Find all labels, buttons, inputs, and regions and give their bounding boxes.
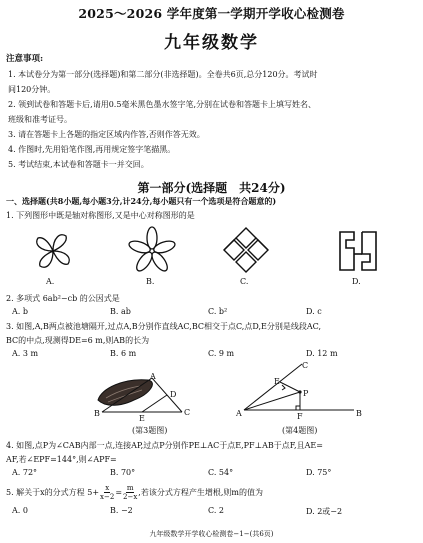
exam-title: 2025～2026 学年度第一学期开学收心检测卷: [78, 6, 345, 21]
fig4-label-c: C: [302, 361, 309, 370]
note-line: 4. 作图时,先用铅笔作图,再用规定签字笔描黑。: [8, 145, 176, 154]
q2-option-d: D. c: [306, 307, 322, 316]
q5-frac1-den: x−2: [100, 493, 115, 501]
q5-frac2-num: m: [126, 484, 134, 492]
q5-option-a: A. 0: [12, 506, 28, 515]
q1-option-d: D.: [352, 277, 361, 286]
notes-heading: 注意事项:: [6, 54, 44, 64]
q2-option-c: C. b²: [208, 307, 228, 316]
page-footer: 九年级数学开学收心检测卷−1−(共6页): [149, 530, 274, 538]
q4-stem-line1: 4. 如图,点P为∠CAB内部一点,连接AP,过点P分别作PE⊥AC于点E,PF⊥AB于点F,且AE=: [6, 441, 323, 450]
q3-option-d: D. 12 m: [306, 349, 338, 358]
q5-stem: [6, 484, 263, 501]
fig4-label-b: B: [356, 409, 362, 418]
q3-option-c: C. 9 m: [208, 349, 235, 358]
part1-title: 第一部分(选择题 共24分): [137, 181, 286, 195]
q4-figure-angle: [240, 364, 360, 414]
q4-option-d: D. 75°: [306, 468, 332, 477]
q3-option-b: B. 6 m: [110, 349, 137, 358]
fig4-label-e: E: [274, 377, 280, 386]
q3-option-a: A. 3 m: [12, 349, 39, 358]
fig4-label-p: P: [303, 389, 309, 398]
fig4-label-f: F: [297, 412, 303, 421]
q1-option-b: B.: [146, 277, 155, 286]
q5-stem-pre: 5. 解关于x的分式方程 5+: [6, 488, 100, 497]
subject-title: 九年级数学: [164, 33, 259, 53]
note-line: 3. 请在答题卡上各题的指定区域内作答,否则作答无效。: [8, 130, 205, 139]
fig3-label-d: D: [170, 390, 177, 399]
q1-option-c: C.: [240, 277, 249, 286]
fig3-label-e: E: [139, 414, 145, 423]
q5-stem-post: ,若该分式方程产生增根,则m的值为: [138, 488, 263, 497]
q5-option-b: B. −2: [110, 506, 133, 515]
q5-equals: =: [115, 488, 123, 497]
q1-figure-c-diamonds: [222, 226, 270, 274]
q3-stem-line2: BC的中点,现测得DE=6 m,则AB的长为: [6, 336, 150, 345]
note-line: 5. 考试结束,本试卷和答题卡一并交回。: [8, 160, 149, 169]
fig3-label-b: B: [94, 409, 100, 418]
q1-stem: 1. 下列图形中既是轴对称图形,又是中心对称图形的是: [6, 211, 195, 220]
note-line: 班级和准考证号。: [8, 115, 72, 124]
q4-option-c: C. 54°: [208, 468, 234, 477]
q5-fraction-1: [100, 484, 114, 501]
q5-frac1-num: x: [105, 484, 110, 492]
q5-fraction-2: [123, 484, 137, 501]
fig4-label-a: A: [236, 409, 242, 418]
q1-figure-a-pinwheel: [30, 228, 76, 274]
section-instruction: 一、选择题(共8小题,每小题3分,计24分,每小题只有一个选项是符合题意的): [6, 196, 277, 206]
q2-option-a: A. b: [12, 307, 28, 316]
q4-option-b: B. 70°: [110, 468, 136, 477]
q2-stem: 2. 多项式 6ab²−cb 的公因式是: [6, 294, 120, 303]
q5-frac2-den: 2−x: [123, 493, 138, 501]
q5-option-c: C. 2: [208, 506, 225, 515]
q3-stem-line1: 3. 如图,A,B两点被池塘隔开,过点A,B分别作直线AC,BC相交于点C,点D,E分别是线段AC,: [6, 322, 322, 331]
q5-option-d: D. 2或−2: [306, 507, 343, 516]
note-line: 2. 领到试卷和答题卡后,请用0.5毫米黑色墨水签字笔,分别在试卷和答题卡上填写姓名、: [8, 100, 316, 109]
note-line: 间120分钟。: [8, 85, 56, 94]
q1-figure-d-fret: [336, 230, 380, 272]
fig3-caption: (第3题图): [132, 426, 168, 435]
q1-option-a: A.: [46, 277, 55, 286]
q1-figure-b-flower: [128, 226, 176, 274]
fig3-label-c: C: [184, 408, 191, 417]
fig4-caption: (第4题图): [282, 426, 318, 435]
q2-option-b: B. ab: [110, 307, 131, 316]
q4-stem-line2: AF,若∠EPF=144°,则∠APF=: [6, 455, 117, 464]
note-line: 1. 本试卷分为第一部分(选择题)和第二部分(非选择题)。全卷共6页,总分120分。考试时: [8, 70, 318, 79]
q4-option-a: A. 72°: [12, 468, 38, 477]
fig3-label-a: A: [150, 372, 156, 381]
